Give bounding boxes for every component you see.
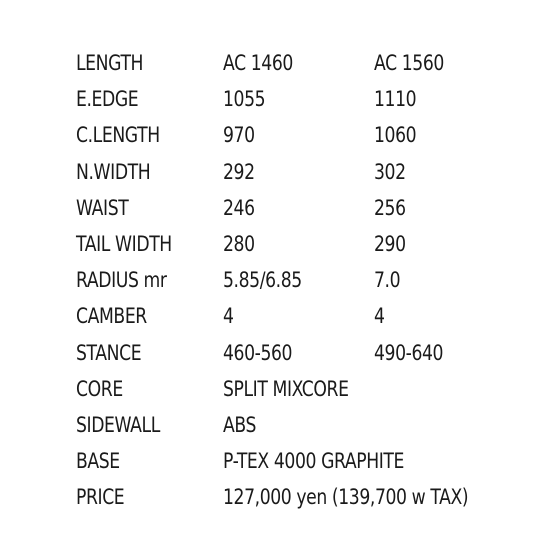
spec-value-shared: 127,000 yen (139,700 w TAX) [223, 485, 469, 510]
spec-value-a: 1055 [223, 87, 266, 112]
spec-value-b: 1060 [374, 123, 417, 148]
spec-label: SIDEWALL [76, 412, 160, 437]
spec-label: TAIL WIDTH [76, 231, 172, 256]
spec-value-a: 280 [223, 231, 255, 256]
spec-value-b: 490-640 [374, 340, 444, 365]
spec-label: CAMBER [76, 304, 147, 329]
spec-label: N.WIDTH [76, 159, 151, 184]
spec-label: RADIUS mr [76, 268, 167, 293]
spec-label: LENGTH [76, 51, 144, 75]
spec-value-b: 302 [374, 159, 406, 184]
spec-label: CORE [76, 376, 123, 401]
spec-value-a: 292 [223, 159, 255, 184]
spec-value-b: 290 [374, 231, 406, 256]
spec-label: E.EDGE [76, 87, 139, 112]
spec-value-a: 970 [223, 123, 255, 148]
spec-label: STANCE [76, 340, 142, 365]
spec-value-b: 4 [374, 304, 385, 329]
spec-value-shared: P-TEX 4000 GRAPHITE [223, 449, 405, 474]
spec-label: C.LENGTH [76, 123, 160, 148]
spec-value-shared: ABS [223, 412, 256, 437]
spec-value-a: 246 [223, 195, 255, 220]
spec-value-b: 1110 [374, 87, 417, 112]
spec-value-a: 460-560 [223, 340, 293, 365]
spec-value-a: 4 [223, 304, 234, 329]
spec-value-b: 7.0 [374, 268, 401, 293]
spec-label: BASE [76, 449, 120, 474]
spec-value-a: AC 1460 [223, 51, 293, 75]
spec-value-b: 256 [374, 195, 406, 220]
spec-value-a: 5.85/6.85 [223, 268, 302, 293]
spec-label: WAIST [76, 195, 129, 220]
spec-value-b: AC 1560 [374, 51, 444, 75]
spec-value-shared: SPLIT MIXCORE [223, 376, 349, 401]
spec-label: PRICE [76, 485, 125, 510]
